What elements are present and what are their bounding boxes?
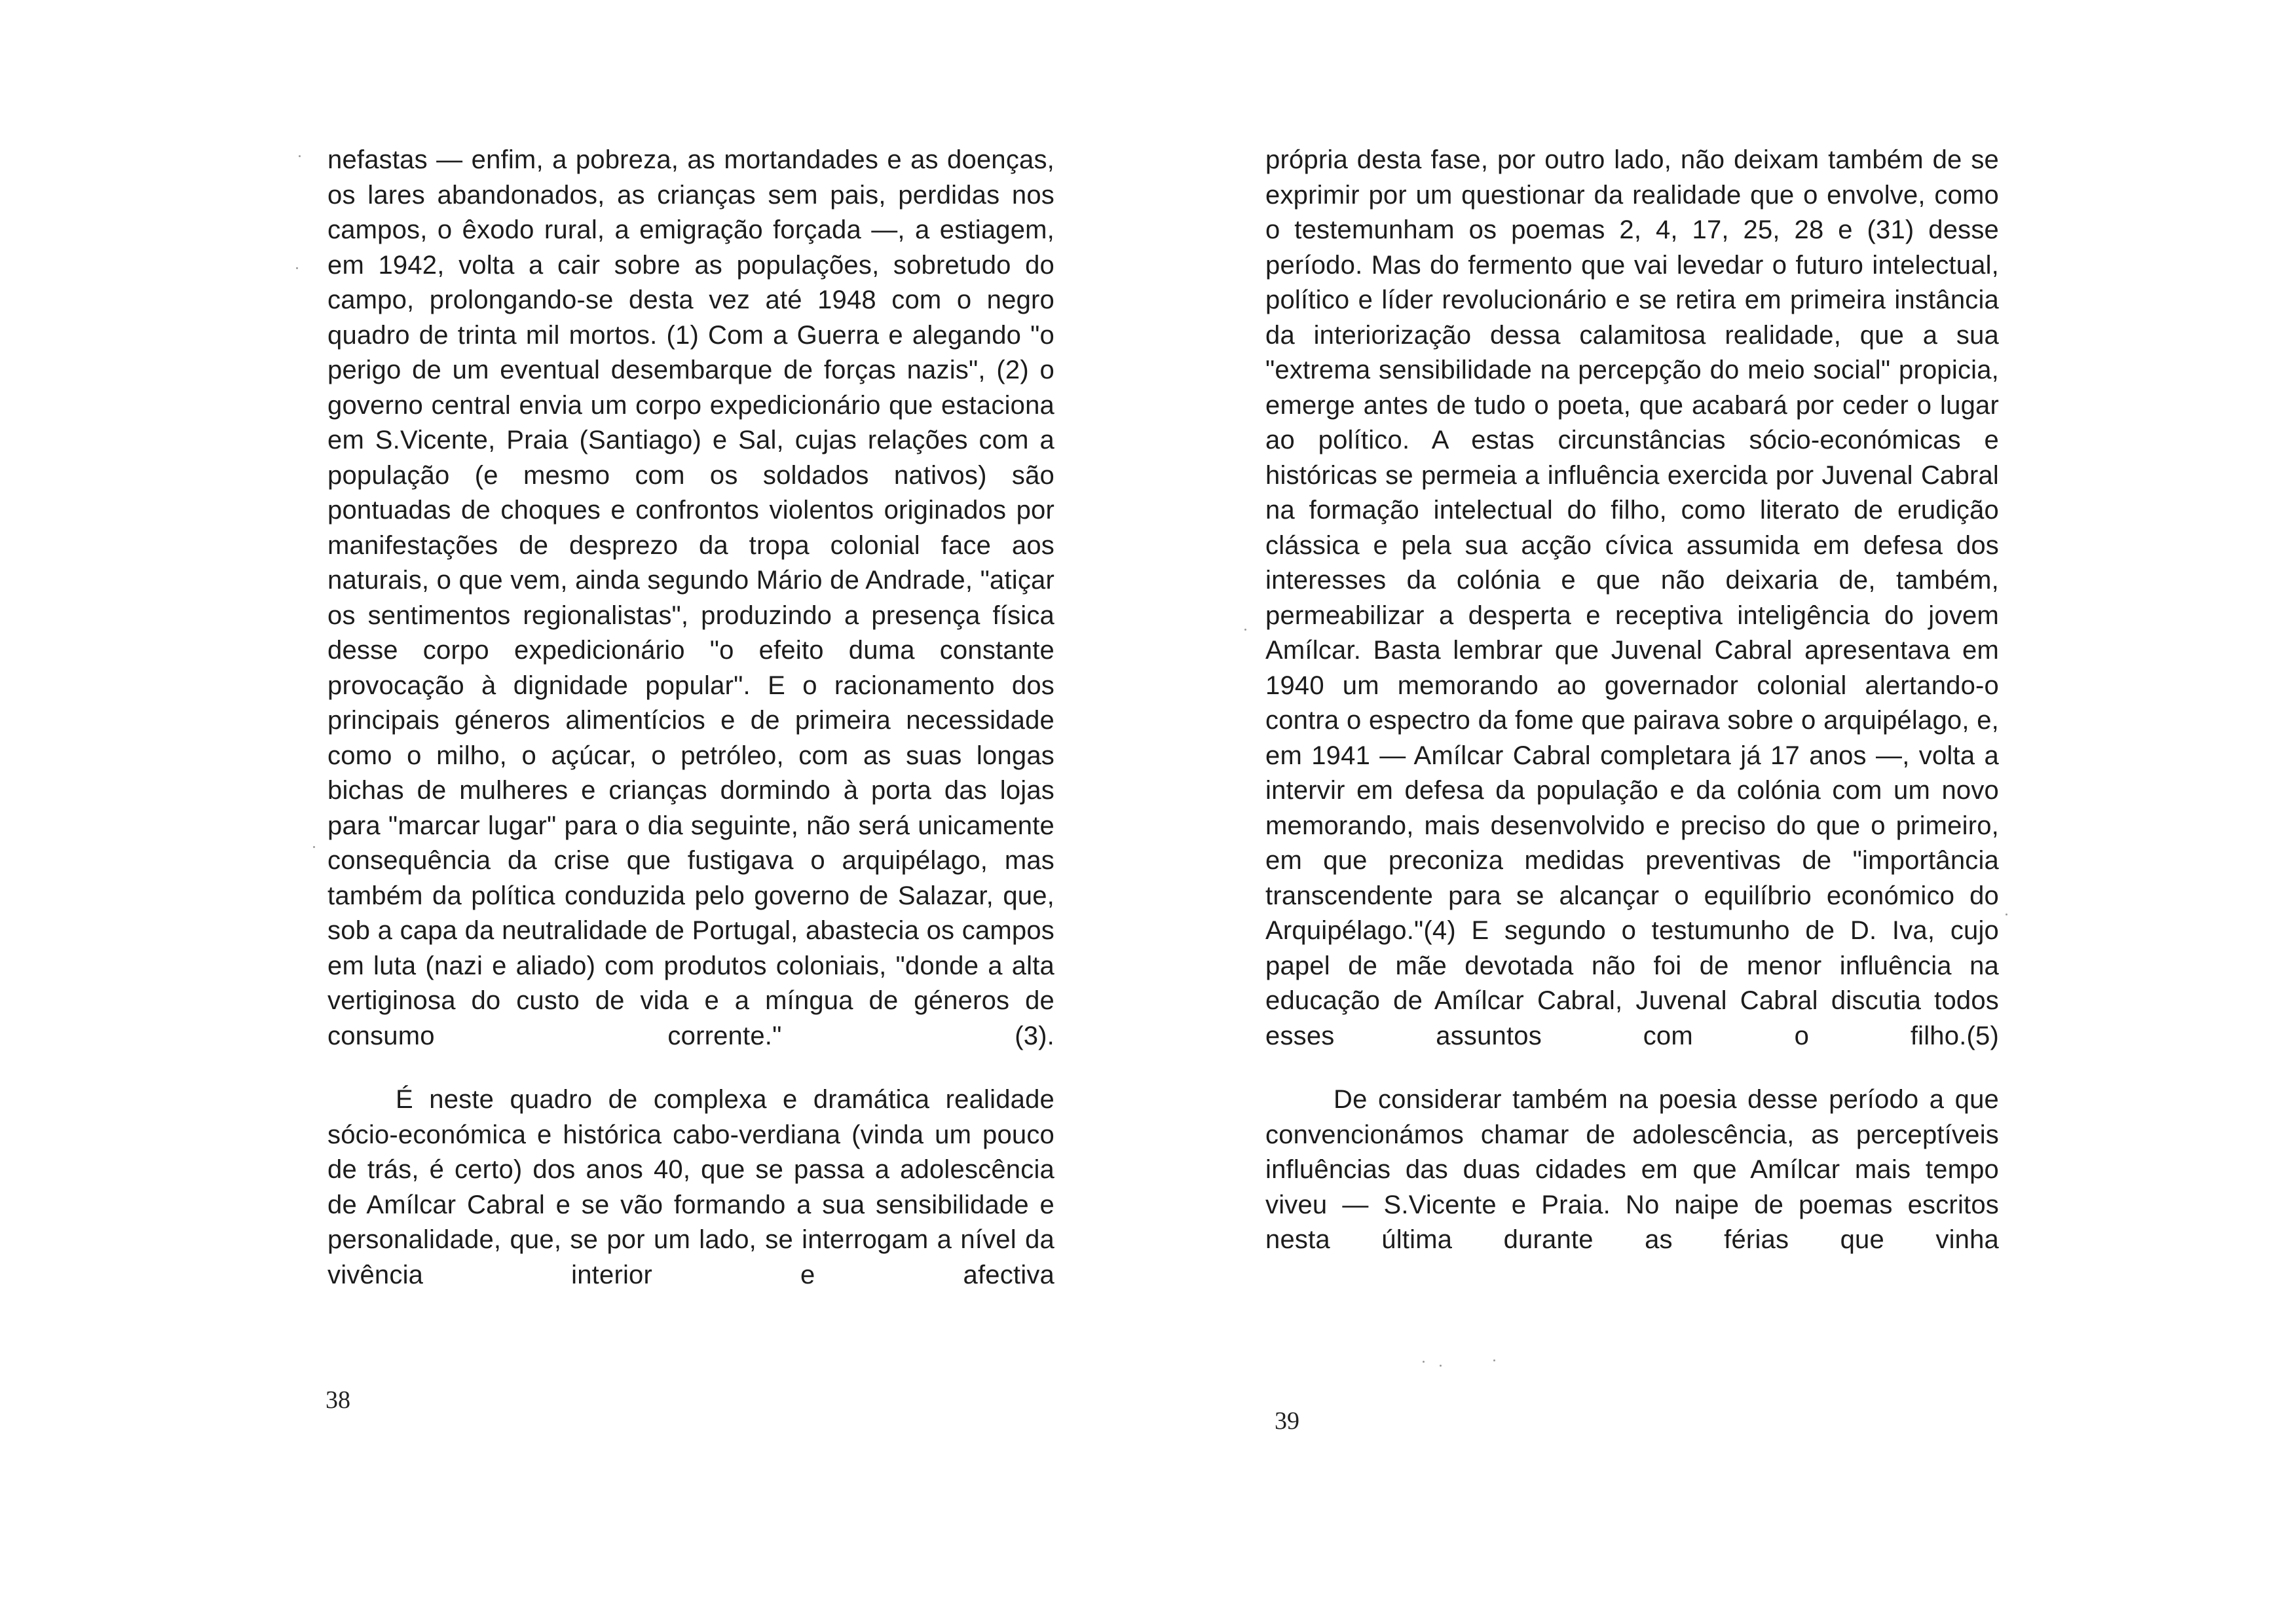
scan-speck bbox=[1244, 629, 1246, 631]
scan-speck bbox=[1493, 1359, 1495, 1361]
right-text-column bbox=[1265, 143, 1999, 1258]
scan-speck bbox=[1440, 1365, 1442, 1367]
left-text-column bbox=[327, 143, 1054, 1293]
scan-speck bbox=[313, 846, 315, 848]
scan-speck bbox=[1423, 1361, 1425, 1363]
right-page bbox=[1148, 0, 2295, 1624]
left-page-number: 38 bbox=[326, 1386, 350, 1414]
left-paragraph-2: É neste quadro de complexa e dramática realidade sócio-económica e histórica cabo-verdiana (vinda um pouco de trás, é certo) dos anos 40, que se passa a adolescência de Amílcar Cabral e se vão formando a sua sensibilidade e personalidade, que, se por um lado, se interrogam a nível da vivência interior e afectiva bbox=[327, 1085, 1054, 1289]
scan-speck bbox=[2006, 913, 2007, 915]
right-page-number: 39 bbox=[1275, 1407, 1299, 1435]
scan-speck bbox=[296, 267, 298, 269]
right-paragraph-1: própria desta fase, por outro lado, não deixam também de se exprimir por um questionar da realidade que o envolve, como o testemunham os poemas 2, 4, 17, 25, 28 e (31) desse período. Mas do fermento que vai levedar o futuro intelectual, político e líder revolucionário e se retira em primeira instância da interiorização dessa calamitosa realidade, que a sua "extrema sensibilidade na percepção do meio social" propicia, emerge antes de tudo o poeta, que acabará por ceder o lugar ao político. A estas circunstâncias sócio-económicas e históricas se permeia a influência exercida por Juvenal Cabral na formação intelectual do filho, como literato de erudição clássica e pela sua acção cívica assumida em defesa dos interesses da colónia e que não deixaria de, também, permeabilizar a desperta e receptiva inteligência do jovem Amílcar. Basta lembrar que Juvenal Cabral apresentava em 1940 um memorando ao governador colonial alertando-o contra o espectro da fome que pairava sobre o arquipélago, e, em 1941 — Amílcar Cabral completara já 17 anos —, volta a intervir em defesa da população e da colónia com um novo memorando, mais desenvolvido e preciso do que o primeiro, em que preconiza medidas preventivas de "importância transcendente para se alcançar o equilíbrio económico do Arquipélago."(4) E segundo o testumunho de D. Iva, cujo papel de mãe devotada não foi de menor influência na educação de Amílcar Cabral, Juvenal Cabral discutia todos esses assuntos com o filho.(5) bbox=[1265, 145, 1999, 1050]
left-paragraph-1: nefastas — enfim, a pobreza, as mortandades e as doenças, os lares abandonados, as crianças sem pais, perdidas nos campos, o êxodo rural, a emigração forçada —, a estiagem, em 1942, volta a cair sobre as populações, sobretudo do campo, prolongando-se desta vez até 1948 com o negro quadro de trinta mil mortos. (1) Com a Guerra e alegando "o perigo de um eventual desembarque de forças nazis", (2) o governo central envia um corpo expedicionário que estaciona em S.Vicente, Praia (Santiago) e Sal, cujas relações com a população (e mesmo com os soldados nativos) são pontuadas de choques e confrontos violentos originados por manifestações de desprezo da tropa colonial face aos naturais, o que vem, ainda segundo Mário de Andrade, "atiçar os sentimentos regionalistas", produzindo a presença física desse corpo expedicionário "o efeito duma constante provocação à dignidade popular". E o racionamento dos principais géneros alimentícios e de primeira necessidade como o milho, o açúcar, o petróleo, com as suas longas bichas de mulheres e crianças dormindo à porta das lojas para "marcar lugar" para o dia seguinte, não será unicamente consequência da crise que fustigava o arquipélago, mas também da política conduzida pelo governo de Salazar, que, sob a capa da neutralidade de Portugal, abastecia os campos em luta (nazi e aliado) com produtos coloniais, "donde a alta vertiginosa do custo de vida e a míngua de géneros de consumo corrente." (3). bbox=[327, 145, 1054, 1050]
scan-speck bbox=[299, 155, 301, 157]
right-paragraph-2: De considerar também na poesia desse período a que convencionámos chamar de adolescência, as perceptíveis influências das duas cidades em que Amílcar mais tempo viveu — S.Vicente e Praia. No naipe de poemas escritos nesta última durante as férias que vinha bbox=[1265, 1085, 1999, 1254]
